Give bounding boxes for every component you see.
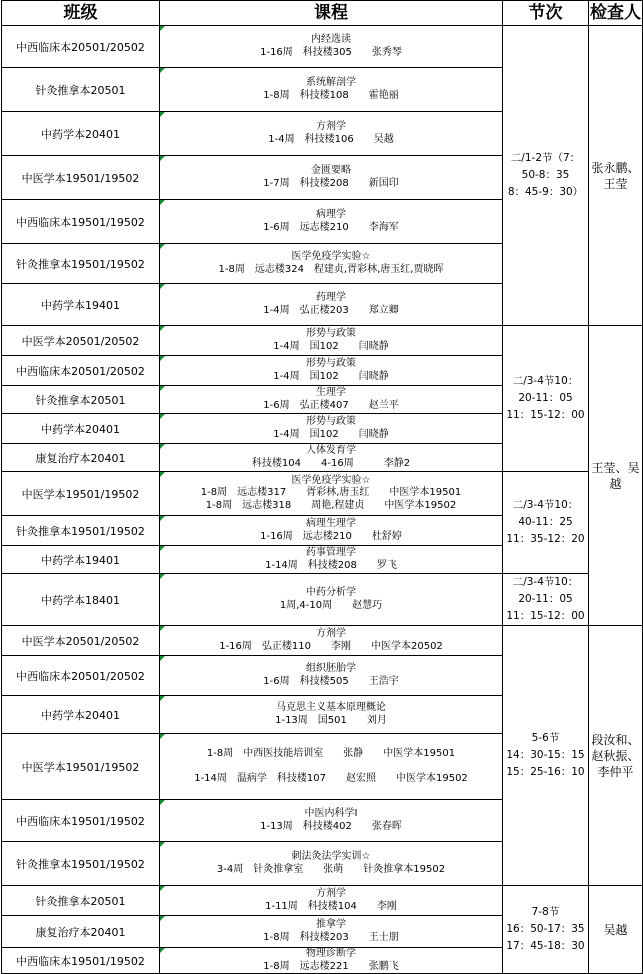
course-cell	[160, 26, 503, 68]
class-cell: 中医学本19501/19502	[2, 156, 160, 200]
checker-cell	[589, 26, 643, 326]
comment-marker-icon	[160, 356, 165, 361]
schedule-body	[2, 26, 643, 974]
course-detail	[160, 761, 502, 773]
course-name: 医学免疫学实验☆	[291, 474, 371, 486]
class-cell: 针灸推拿本20501	[2, 386, 160, 414]
period-cell	[503, 626, 589, 886]
table-row	[2, 574, 643, 626]
class-cell: 中医学本19501/19502	[2, 734, 160, 800]
class-cell: 中药学本20401	[2, 414, 160, 444]
course-name: 系统解剖学	[306, 77, 356, 88]
course-detail: 1-8周 科技楼203 王士朋	[263, 931, 399, 943]
class-cell: 中药学本19401	[2, 546, 160, 574]
class-cell: 中药学本18401	[2, 574, 160, 626]
course-detail: 1周,4-10周 赵慧巧	[279, 599, 383, 611]
header-period: 节次	[503, 1, 589, 26]
course-name: 药事管理学	[306, 547, 356, 558]
course-detail: 1-4周 国102 闫晓静	[273, 370, 389, 382]
comment-marker-icon	[160, 886, 165, 891]
checker-name: 越	[609, 476, 622, 491]
course-name: 病理生理学	[306, 518, 356, 529]
course-cell	[160, 734, 503, 800]
period-line: 二/3-4节10：	[512, 375, 579, 387]
comment-marker-icon	[160, 916, 165, 921]
comment-marker-icon	[160, 326, 165, 331]
course-cell	[160, 546, 503, 574]
class-cell: 中药学本19401	[2, 284, 160, 326]
course-name: 药理学	[316, 292, 346, 303]
period-cell	[503, 574, 589, 626]
course-cell	[160, 516, 503, 546]
header-checker: 检查人	[589, 1, 643, 26]
comment-marker-icon	[160, 842, 165, 847]
class-cell: 中西临床本20501/20502	[2, 26, 160, 68]
course-name: 方剂学	[316, 121, 346, 132]
class-cell: 康复治疗本20401	[2, 916, 160, 948]
course-detail: 1-13周 科技楼402 张春晖	[260, 820, 402, 832]
period-line: 16：50-17：35	[506, 923, 585, 935]
comment-marker-icon	[160, 112, 165, 117]
course-detail: 1-6周 远志楼210 李海军	[263, 221, 399, 233]
course-detail: 1-8周 科技楼108 霍艳丽	[263, 89, 399, 101]
course-cell	[160, 326, 503, 356]
course-detail: 1-13周 国501 刘月	[275, 714, 387, 726]
comment-marker-icon	[160, 444, 165, 449]
course-name: 马克思主义基本原理概论	[276, 702, 386, 713]
course-cell	[160, 472, 503, 516]
comment-marker-icon	[160, 656, 165, 661]
table-row	[2, 26, 643, 68]
period-line: 二/1-2节（7：	[510, 152, 581, 164]
table-row	[2, 886, 643, 916]
checker-cell	[589, 886, 643, 974]
course-name: 中医内科学Ⅰ	[304, 808, 358, 819]
course-cell	[160, 68, 503, 112]
course-cell	[160, 444, 503, 472]
course-cell	[160, 386, 503, 414]
comment-marker-icon	[160, 472, 165, 477]
course-name: 组织胚胎学	[306, 663, 356, 674]
course-cell	[160, 800, 503, 842]
comment-marker-icon	[160, 696, 165, 701]
course-detail: 1-4周 科技楼106 吴越	[268, 133, 394, 145]
comment-marker-icon	[160, 284, 165, 289]
period-line: 40-11：25	[518, 516, 573, 528]
course-detail: 1-6周 科技楼505 王浩宇	[263, 675, 399, 687]
class-cell: 中西临床本20501/20502	[2, 656, 160, 696]
comment-marker-icon	[160, 156, 165, 161]
course-cell	[160, 112, 503, 156]
course-cell	[160, 886, 503, 916]
class-cell: 中西临床本20501/20502	[2, 356, 160, 386]
comment-marker-icon	[160, 948, 165, 953]
course-name: 人体发育学	[306, 445, 356, 456]
checker-name: 赵秋振、	[591, 748, 640, 763]
comment-marker-icon	[160, 626, 165, 631]
header-course: 课程	[160, 1, 503, 26]
checker-name: 段汝和、	[591, 732, 640, 747]
course-cell	[160, 916, 503, 948]
course-detail: 1-8周 远志楼318 周艳,程建贞 中医学本19502	[205, 499, 457, 511]
class-cell: 中西临床本19501/19502	[2, 948, 160, 974]
comment-marker-icon	[160, 68, 165, 73]
comment-marker-icon	[160, 200, 165, 205]
course-cell	[160, 200, 503, 244]
period-line: 11：15-12：00	[506, 409, 585, 421]
course-cell	[160, 948, 503, 974]
class-cell: 中医学本20501/20502	[2, 626, 160, 656]
class-cell: 针灸推拿本20501	[2, 886, 160, 916]
checker-cell	[589, 326, 643, 626]
table-row	[2, 472, 643, 516]
table-row	[2, 326, 643, 356]
course-detail: 1-8周 远志楼324 程建贞,胥彩林,唐玉红,贾晓晖	[218, 263, 444, 275]
course-detail: 1-4周 国102 闫晓静	[273, 340, 389, 352]
comment-marker-icon	[160, 26, 165, 31]
course-cell	[160, 626, 503, 656]
course-name: 金匮要略	[311, 165, 351, 176]
course-name: 形势与政策	[306, 358, 356, 369]
checker-name: 王莹、吴	[591, 460, 640, 475]
course-cell	[160, 842, 503, 886]
period-cell	[503, 26, 589, 326]
class-cell: 针灸推拿本20501	[2, 68, 160, 112]
course-name: 推拿学	[316, 919, 346, 930]
course-cell	[160, 656, 503, 696]
checker-name: 王莹	[603, 176, 628, 191]
class-cell: 中药学本20401	[2, 112, 160, 156]
course-name: 方剂学	[316, 888, 346, 899]
comment-marker-icon	[160, 244, 165, 249]
comment-marker-icon	[160, 546, 165, 551]
course-cell	[160, 574, 503, 626]
period-cell	[503, 472, 589, 574]
course-name: 医学免疫学实验☆	[291, 251, 371, 262]
course-detail: 1-8周 远志楼221 张鹏飞	[263, 960, 399, 972]
course-cell	[160, 156, 503, 200]
header-class: 班级	[2, 1, 160, 26]
comment-marker-icon	[160, 516, 165, 521]
course-cell	[160, 356, 503, 386]
period-line: 11：15-12：00	[506, 610, 585, 622]
course-cell	[160, 244, 503, 284]
course-detail: 科技楼104 4-16周 李静2	[251, 457, 411, 469]
period-line: 7-8节	[531, 906, 560, 918]
class-cell: 中医学本19501/19502	[2, 472, 160, 516]
class-cell: 中西临床本19501/19502	[2, 200, 160, 244]
course-detail: 1-7周 科技楼208 新国印	[263, 177, 399, 189]
period-line: 14：30-15：15	[506, 749, 585, 761]
course-name: 方剂学	[316, 628, 346, 639]
class-cell: 康复治疗本20401	[2, 444, 160, 472]
class-cell: 中西临床本19501/19502	[2, 800, 160, 842]
header-row	[2, 1, 643, 26]
course-detail: 1-11周 科技楼104 李刚	[265, 900, 397, 912]
comment-marker-icon	[160, 386, 165, 391]
course-detail: 1-8周 远志楼317 胥彩林,唐玉红 中医学本19501	[200, 487, 462, 499]
course-name: 1-8周 中西医技能培训室 张静 中医学本19501	[206, 748, 456, 759]
course-name: 内经选读	[311, 34, 351, 45]
period-line: 二/3-4节10：	[512, 499, 579, 511]
course-cell	[160, 414, 503, 444]
checker-cell	[589, 626, 643, 886]
comment-marker-icon	[160, 414, 165, 419]
period-line: 8：45-9：30）	[507, 186, 584, 198]
course-detail: 1-16周 弘正楼110 李刚 中医学本20502	[219, 640, 443, 652]
course-detail: 1-16周 科技楼305 张秀琴	[260, 46, 402, 58]
course-cell	[160, 696, 503, 734]
period-line: 11：35-12：20	[506, 533, 585, 545]
course-name: 物理诊断学	[306, 948, 356, 959]
course-name: 形势与政策	[306, 416, 356, 427]
class-cell: 针灸推拿本19501/19502	[2, 842, 160, 886]
course-detail: 1-6周 弘正楼407 赵兰平	[263, 399, 399, 411]
class-cell: 针灸推拿本19501/19502	[2, 516, 160, 546]
comment-marker-icon	[160, 734, 165, 739]
course-detail: 1-4周 弘正楼203 郑立卿	[263, 304, 399, 316]
course-name: 生理学	[316, 387, 346, 398]
comment-marker-icon	[160, 574, 165, 579]
period-line: 20-11：05	[518, 392, 573, 404]
class-cell: 针灸推拿本19501/19502	[2, 244, 160, 284]
course-detail: 3-4周 针灸推拿室 张萌 针灸推拿本19502	[216, 863, 446, 875]
course-name: 刺法灸法学实训☆	[291, 851, 371, 862]
schedule-table	[1, 0, 643, 974]
period-line: 二/3-4节10：	[512, 576, 579, 588]
class-cell: 中医学本20501/20502	[2, 326, 160, 356]
period-line: 5-6节	[531, 732, 560, 744]
checker-name: 李仲平	[597, 764, 634, 779]
course-name: 中药分析学	[306, 587, 356, 598]
period-line: 15：25-16：10	[506, 766, 585, 778]
course-cell	[160, 284, 503, 326]
course-detail: 1-16周 远志楼210 杜舒婷	[260, 530, 402, 542]
course-detail: 1-14周 科技楼208 罗飞	[265, 559, 397, 571]
period-line: 50-8：35	[521, 169, 570, 181]
course-name: 病理学	[316, 209, 346, 220]
period-cell	[503, 886, 589, 974]
comment-marker-icon	[160, 800, 165, 805]
course-name: 形势与政策	[306, 328, 356, 339]
class-cell: 中药学本20401	[2, 696, 160, 734]
period-cell	[503, 326, 589, 472]
course-detail: 1-14周 温病学 科技楼107 赵宏照 中医学本19502	[194, 772, 468, 784]
course-detail: 1-4周 国102 闫晓静	[273, 428, 389, 440]
period-line: 17：45-18：30	[506, 940, 585, 952]
period-line: 20-11：05	[518, 593, 573, 605]
checker-name: 张永鹏、	[591, 160, 640, 175]
table-row	[2, 626, 643, 656]
checker-name: 吴越	[603, 922, 628, 937]
